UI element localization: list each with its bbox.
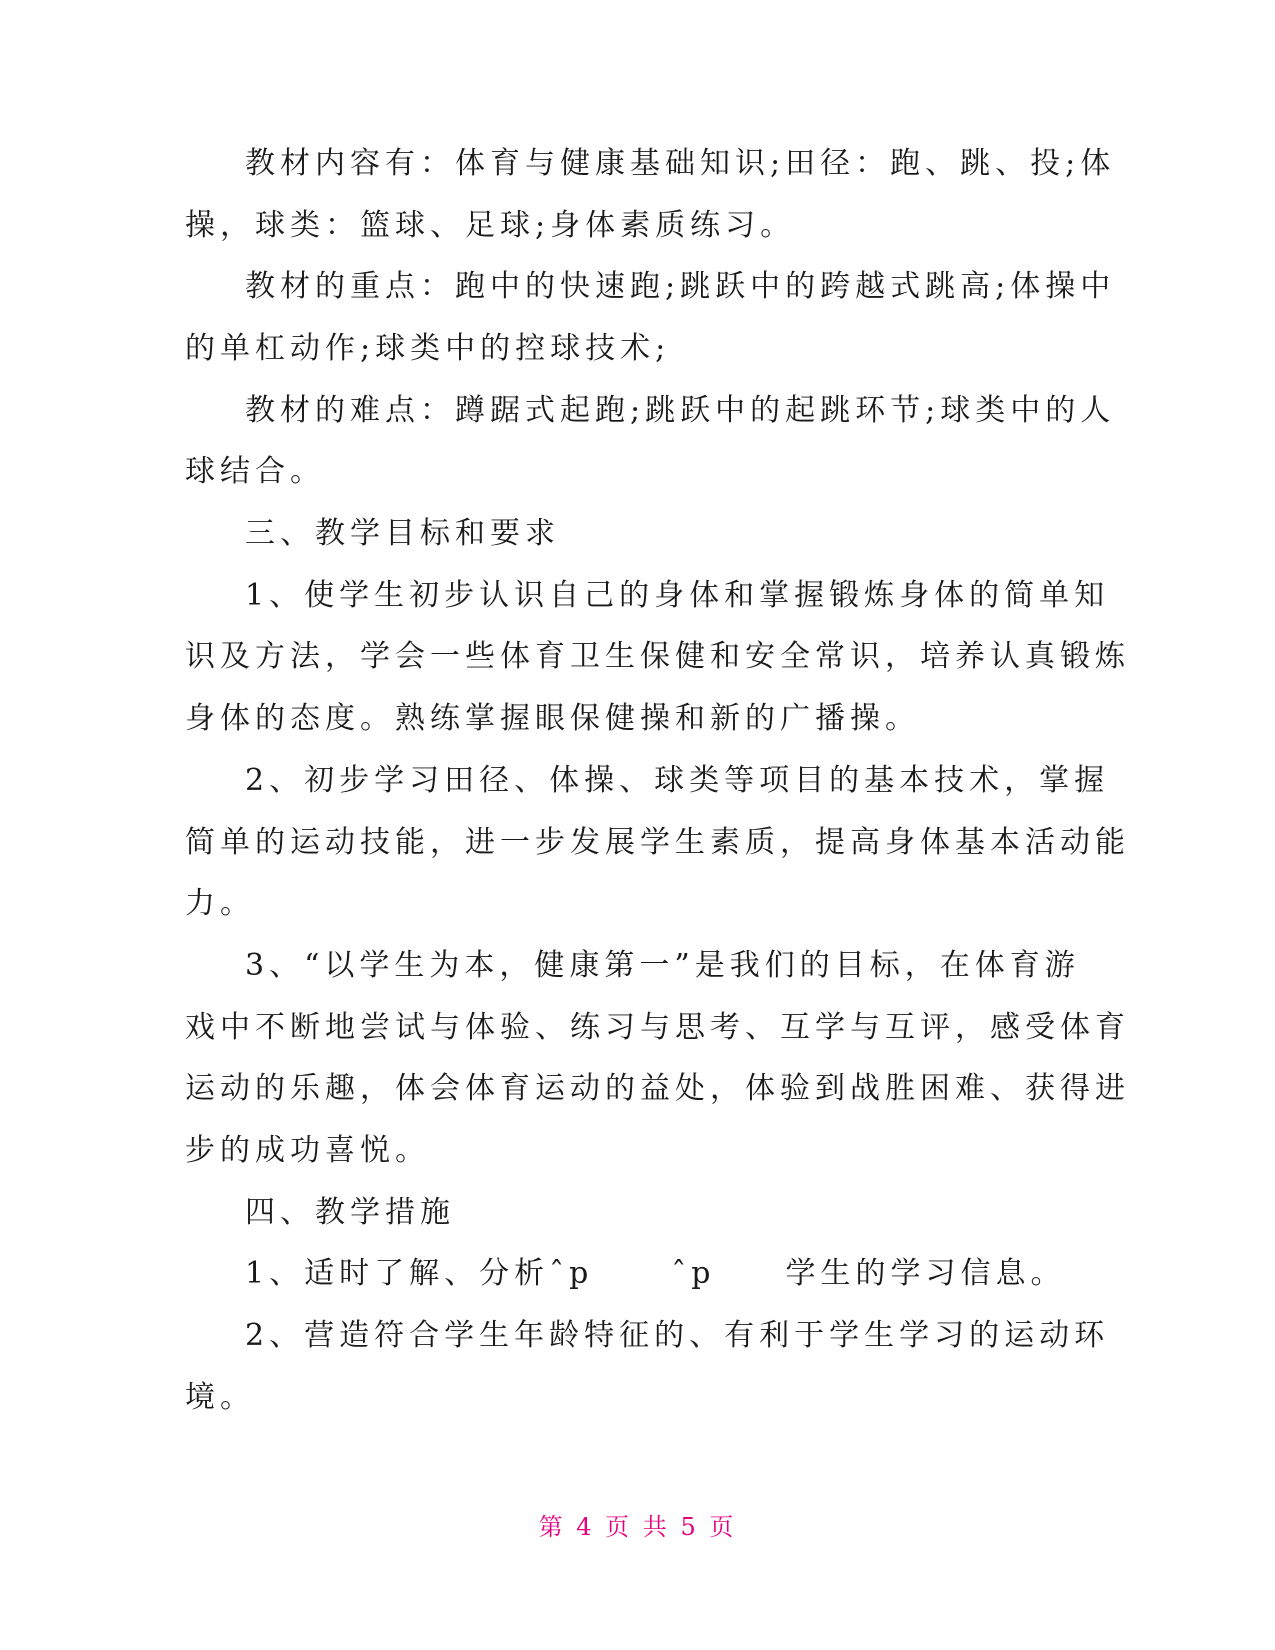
paragraph-line: 教材的难点：蹲踞式起跑;跳跃中的起跳环节;球类中的人	[245, 393, 1116, 428]
paragraph-line: 1、使学生初步认识自己的身体和掌握锻炼身体的简单知	[245, 578, 1110, 613]
section-heading: 四、教学措施	[245, 1195, 455, 1230]
paragraph-line: 球结合。	[185, 454, 325, 489]
paragraph-line: 教材的重点：跑中的快速跑;跳跃中的跨越式跳高;体操中	[245, 269, 1116, 304]
paragraph-line: 境。	[185, 1380, 255, 1415]
paragraph-line: 2、营造符合学生年龄特征的、有利于学生学习的运动环	[245, 1318, 1110, 1353]
measure-text-b: ˆp	[671, 1256, 716, 1291]
section-heading: 三、教学目标和要求	[245, 516, 560, 551]
paragraph-line: 运动的乐趣，体会体育运动的益处，体验到战胜困难、获得进	[185, 1071, 1130, 1106]
paragraph-line: 步的成功喜悦。	[185, 1133, 430, 1168]
paragraph-line: 戏中不断地尝试与体验、练习与思考、互学与互评，感受体育	[185, 1010, 1130, 1045]
paragraph-line: 简单的运动技能，进一步发展学生素质，提高身体基本活动能	[185, 825, 1130, 860]
paragraph-line: 教材内容有：体育与健康基础知识;田径：跑、跳、投;体	[245, 146, 1116, 181]
paragraph-line: 力。	[185, 886, 255, 921]
paragraph-line: 3、“以学生为本，健康第一”是我们的目标，在体育游	[245, 948, 1080, 983]
page-number-footer: 第 4 页 共 5 页	[538, 1513, 737, 1541]
measure-text-a: 1、适时了解、分析ˆp	[245, 1256, 594, 1291]
paragraph-line: 识及方法，学会一些体育卫生保健和安全常识，培养认真锻炼	[185, 639, 1130, 674]
paragraph-line: 操，球类：篮球、足球;身体素质练习。	[185, 208, 796, 243]
paragraph-line: 的单杠动作;球类中的控球技术;	[185, 331, 671, 366]
paragraph-line: 身体的态度。熟练掌握眼保健操和新的广播操。	[185, 701, 920, 736]
paragraph-line: 2、初步学习田径、体操、球类等项目的基本技术，掌握	[245, 763, 1110, 798]
paragraph-line	[245, 1254, 1066, 1294]
measure-text-c: 学生的学习信息。	[785, 1256, 1066, 1291]
